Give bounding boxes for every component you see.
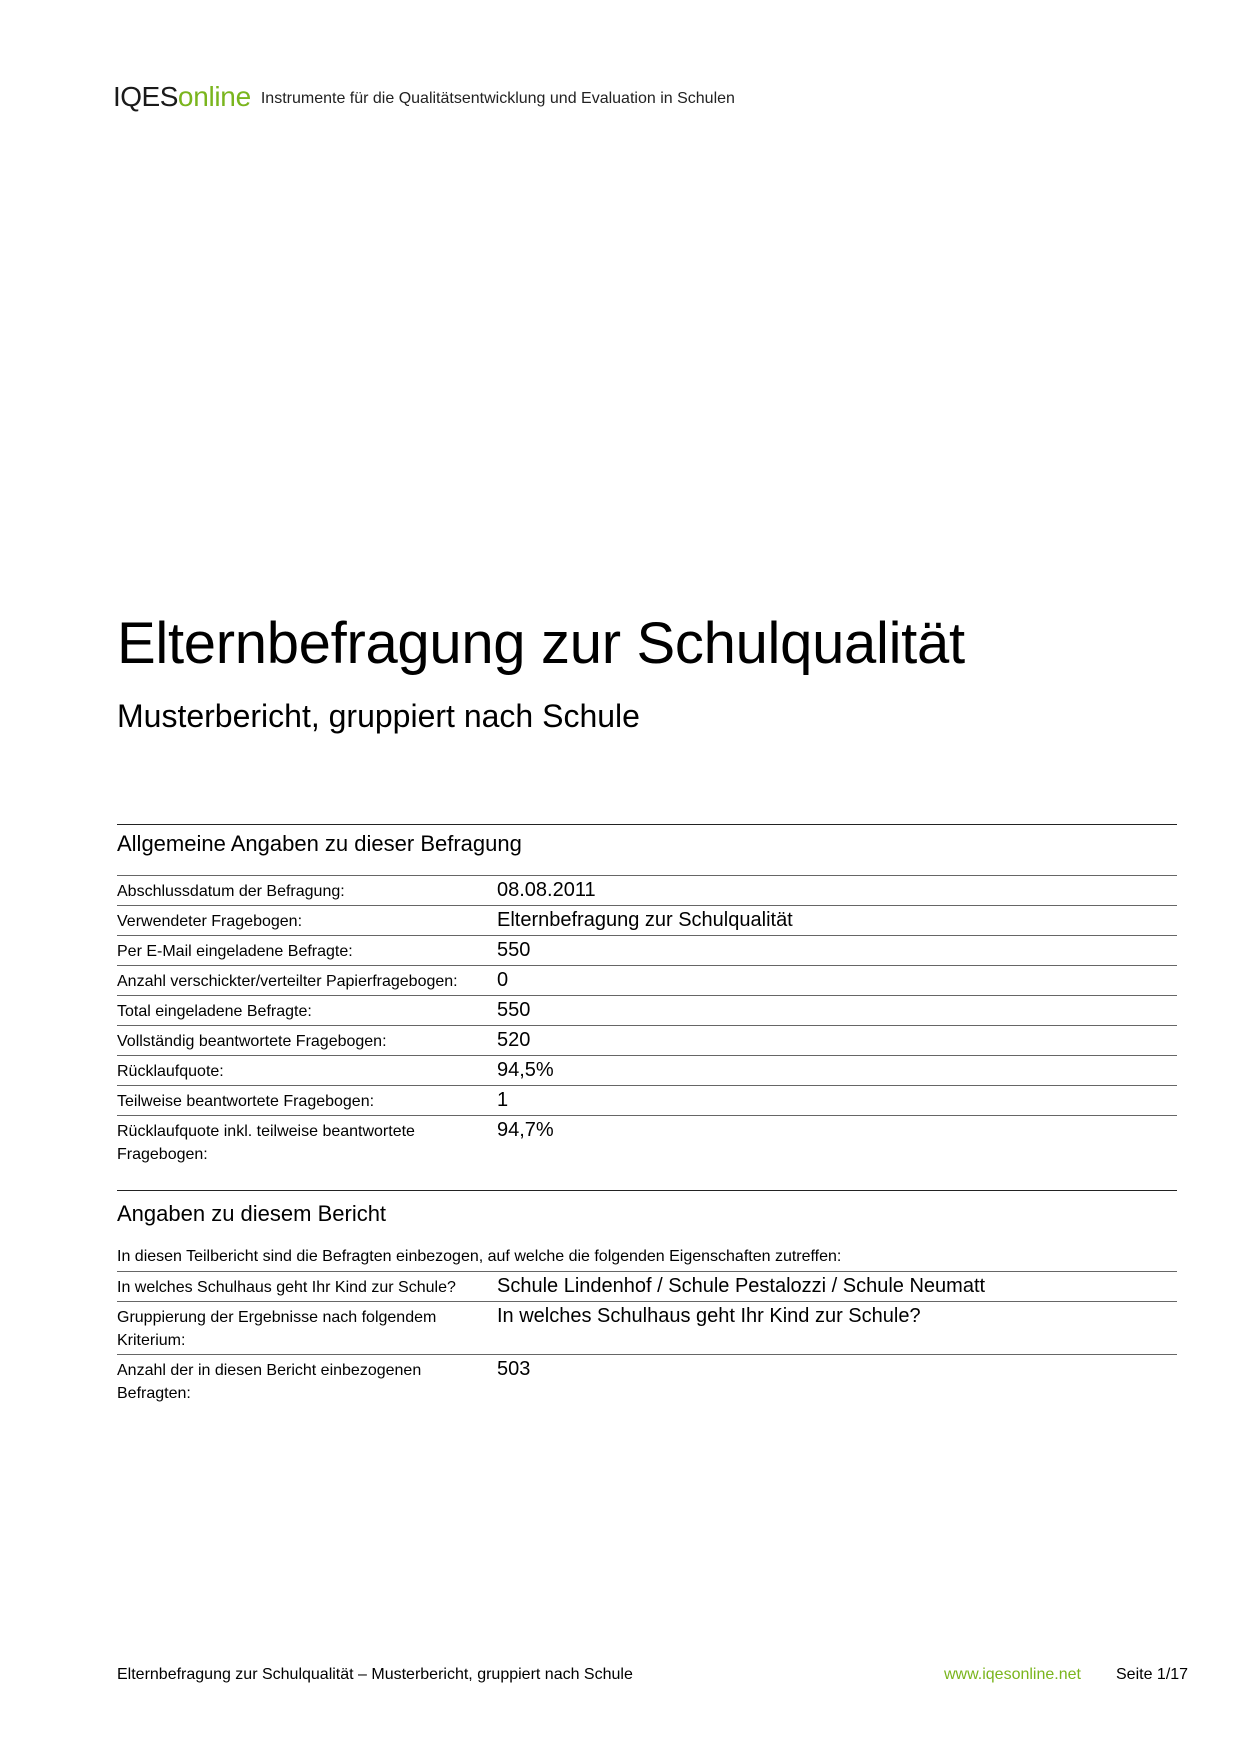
table-row — [117, 1272, 1177, 1302]
row-label: Total eingeladene Befragte: — [117, 996, 497, 1026]
row-value: 503 — [497, 1355, 1177, 1408]
report-intro-text: In diesen Teilbericht sind die Befragten einbezogen, auf welche die folgenden Eigenschaften zutreffen: — [117, 1248, 842, 1265]
row-value: 550 — [497, 996, 1177, 1026]
logo-online-text: online — [177, 81, 251, 112]
row-label: In welches Schulhaus geht Ihr Kind zur Schule? — [117, 1272, 497, 1302]
row-label: Vollständig beantwortete Fragebogen: — [117, 1026, 497, 1056]
table-row — [117, 1116, 1177, 1169]
footer-website-link[interactable]: www.iqesonline.net — [944, 1666, 1081, 1683]
row-value: 08.08.2011 — [497, 876, 1177, 906]
report-info-section — [117, 1190, 1177, 1407]
footer-document-title: Elternbefragung zur Schulqualität – Musterbericht, gruppiert nach Schule — [117, 1666, 633, 1683]
table-row — [117, 1056, 1177, 1086]
general-info-section — [117, 824, 1177, 1168]
row-label: Gruppierung der Ergebnisse nach folgendem Kriterium: — [117, 1302, 497, 1355]
table-row — [117, 936, 1177, 966]
section-divider — [117, 824, 1177, 825]
table-row — [117, 906, 1177, 936]
row-label: Abschlussdatum der Befragung: — [117, 876, 497, 906]
page-title: Elternbefragung zur Schulqualität — [117, 611, 965, 676]
row-value: 94,7% — [497, 1116, 1177, 1169]
row-value: In welches Schulhaus geht Ihr Kind zur Schule? — [497, 1302, 1177, 1355]
general-info-heading: Allgemeine Angaben zu dieser Befragung — [117, 831, 522, 856]
row-label: Per E-Mail eingeladene Befragte: — [117, 936, 497, 966]
table-row — [117, 1026, 1177, 1056]
page-subtitle: Musterbericht, gruppiert nach Schule — [117, 698, 640, 734]
section-divider — [117, 1190, 1177, 1191]
row-value: 0 — [497, 966, 1177, 996]
table-row — [117, 876, 1177, 906]
row-value: 550 — [497, 936, 1177, 966]
iqes-online-logo — [113, 83, 735, 111]
row-label: Verwendeter Fragebogen: — [117, 906, 497, 936]
report-info-heading: Angaben zu diesem Bericht — [117, 1201, 387, 1226]
table-row — [117, 1302, 1177, 1355]
row-label: Teilweise beantwortete Fragebogen: — [117, 1086, 497, 1116]
footer-page-number: Seite 1/17 — [1116, 1666, 1189, 1683]
table-row — [117, 1086, 1177, 1116]
table-row — [117, 1355, 1177, 1408]
row-label: Anzahl der in diesen Bericht einbezogenen Befragten: — [117, 1355, 497, 1408]
row-label: Rücklaufquote: — [117, 1056, 497, 1086]
row-value: 1 — [497, 1086, 1177, 1116]
row-value: Schule Lindenhof / Schule Pestalozzi / Schule Neumatt — [497, 1272, 1177, 1302]
general-info-table — [117, 875, 1177, 1168]
row-value: 94,5% — [497, 1056, 1177, 1086]
row-value: Elternbefragung zur Schulqualität — [497, 906, 1177, 936]
row-label: Rücklaufquote inkl. teilweise beantwortete Fragebogen: — [117, 1116, 497, 1169]
table-row — [117, 966, 1177, 996]
report-info-table — [117, 1271, 1177, 1407]
row-value: 520 — [497, 1026, 1177, 1056]
logo-tagline: Instrumente für die Qualitätsentwicklung und Evaluation in Schulen — [260, 90, 735, 107]
row-label: Anzahl verschickter/verteilter Papierfragebogen: — [117, 966, 497, 996]
logo-iqes-text: IQES — [113, 81, 178, 112]
table-row — [117, 996, 1177, 1026]
